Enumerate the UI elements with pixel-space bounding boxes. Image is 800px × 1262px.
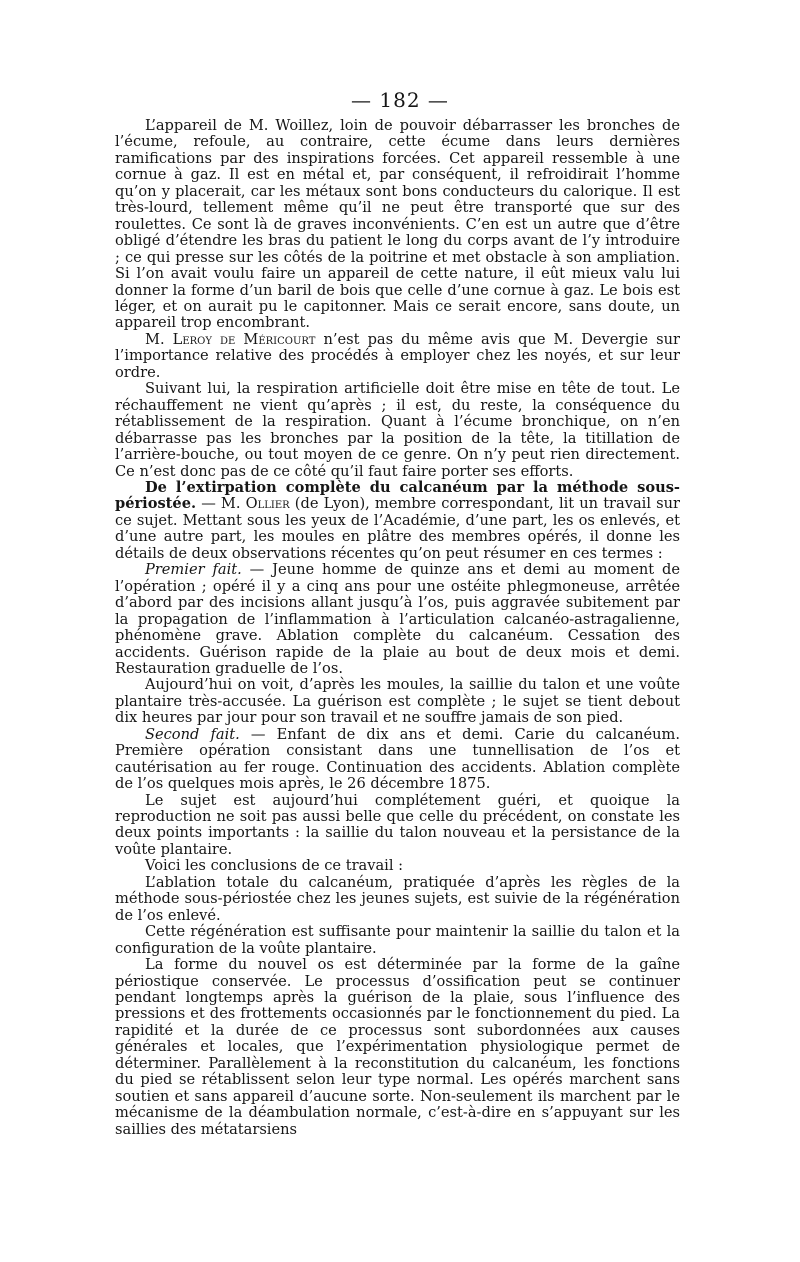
- paragraph-woillez-apparatus: L’appareil de M. Woillez, loin de pouvoir débarrasser les bronches de l’écume, refoule, au contraire, cette écume dans leurs dernières ramifications par des inspirations forcées. Cet appareil ressemble à une cornue à gaz. Il est en métal et, par conséquent, il refroidirait l’homme qu’on y placerait, car les métaux sont bons conducteurs du calorique. Il est très-lourd, tellement même qu’il ne peut être transporté que sur des roulettes. Ce sont là de graves inconvénients. C’en est un autre que d’être obligé d’étendre les bras du patient le long du corps avant de l’y introduire ; ce qui presse sur les côtés de la poitrine et met obstacle à son ampliation. Si l’on avait voulu faire un appareil de cette nature, il eût mieux valu lui donner la forme d’un baril de bois que celle d’une cornue à gaz. Le bois est léger, et on aurait pu le capitonner. Mais ce serait encore, sans doute, un appareil trop encombrant.: [115, 117, 680, 332]
- paragraph-text: — Enfant de dix ans et demi. Carie du calcanéum. Première opération consistant dans une tunnellisation de l’os et cautérisation au fer rouge. Continuation des accidents. Ablation complète de l’os quelques mois après, le 26 décembre 1875.: [115, 725, 680, 793]
- prefix: M.: [145, 330, 173, 348]
- body-text: [115, 118, 680, 1138]
- paragraph-leroy-opinion: [115, 332, 680, 381]
- paragraph-text: (de Lyon), membre correspondant, lit un travail sur ce sujet. Mettant sous les yeux de l’Académie, d’une part, les os enlevés, et d’une autre part, les moules en plâtre des membres opérés, il donne les détails de deux observations récentes qu’on peut résumer en ces termes :: [115, 495, 681, 562]
- paragraph-artificial-respiration: Suivant lui, la respiration artificielle doit être mise en tête de tout. Le réchauffement ne vient qu’après ; il est, du reste, la conséquence du rétablissement de la respiration. Quant à l’écume bronchique, on n’en débarrasse pas les bronches par la position de la tête, la titillation de l’arrière-bouche, ou tout moyen de ce genre. On n’y peut rien directement. Ce n’est donc pas de ce côté qu’il faut faire porter ses efforts.: [115, 380, 680, 480]
- dash-text: — M.: [196, 495, 246, 513]
- paragraph-calcaneum-intro: [115, 480, 680, 562]
- paragraph-conclusions-intro: Voici les conclusions de ce travail :: [145, 857, 404, 875]
- paragraph-second-case-outcome: Le sujet est aujourd’hui complétement guéri, et quoique la reproduction ne soit pas aussi belle que celle du précédent, on constate les deux points importants : la saillie du talon nouveau et la persistance de la voûte plantaire.: [115, 791, 680, 858]
- paragraph-text: — Jeune homme de quinze ans et demi au moment de l’opération ; opéré il y a cinq ans pour une ostéite phlegmoneuse, arrêtée d’abord par des incisions allant jusqu’à l’os, puis aggravée subitement par la propagation de l’inflammation à l’articulation calcanéo-astragalienne, phénomène grave. Ablation complète du calcanéum. Cessation des accidents. Guérison rapide de la plaie au bout de deux mois et demi. Restauration graduelle de l’os.: [115, 561, 680, 677]
- paragraph-first-case: [115, 562, 680, 677]
- paragraph-first-case-outcome: Aujourd’hui on voit, d’après les moules, la saillie du talon et une voûte plantaire très-accusée. La guérison est complète ; le sujet se tient debout dix heures par jour pour son travail et ne souffre jamais de son pied.: [115, 676, 680, 727]
- author-name: Ollier: [245, 495, 290, 513]
- author-name: Leroy de Méricourt: [172, 330, 316, 348]
- paragraph-second-case: [115, 727, 680, 793]
- case-label: Second fait.: [145, 725, 240, 743]
- page-number: — 182 —: [351, 88, 449, 112]
- case-label: Premier fait.: [145, 561, 242, 579]
- paragraph-conclusion-1: L’ablation totale du calcanéum, pratiquée d’après les règles de la méthode sous-périostée chez les jeunes sujets, est suivie de la régénération de l’os enlevé.: [115, 873, 680, 924]
- paragraph-conclusion-2: Cette régénération est suffisante pour maintenir la saillie du talon et la configuration de la voûte plantaire.: [115, 923, 680, 957]
- paragraph-conclusion-3: La forme du nouvel os est déterminée par la forme de la gaîne périostique conservée. Le processus d’ossification peut se continuer pendant longtemps après la guérison de la plaie, sous l’influence des pressions et des frottements occasionnés par le fonctionnement du pied. La rapidité et la durée de ce processus sont subordonnées aux causes générales et locales, que l’expérimentation physiologique permet de déterminer. Parallèlement à la reconstitution du calcanéum, les fonctions du pied se rétablissent selon leur type normal. Les opérés marchent sans soutien et sans appareil d’aucune sorte. Non-seulement ils marchent par le mécanisme de la déambulation normale, c’est-à-dire en s’appuyant sur les saillies des métatarsiens: [115, 956, 680, 1138]
- paragraph-text: n’est pas du même avis que M. Devergie sur l’importance relative des procédés à employer chez les noyés, et sur leur ordre.: [115, 330, 680, 381]
- section-heading: De l’extirpation complète du calcanéum par la méthode sous-périostée.: [115, 478, 680, 513]
